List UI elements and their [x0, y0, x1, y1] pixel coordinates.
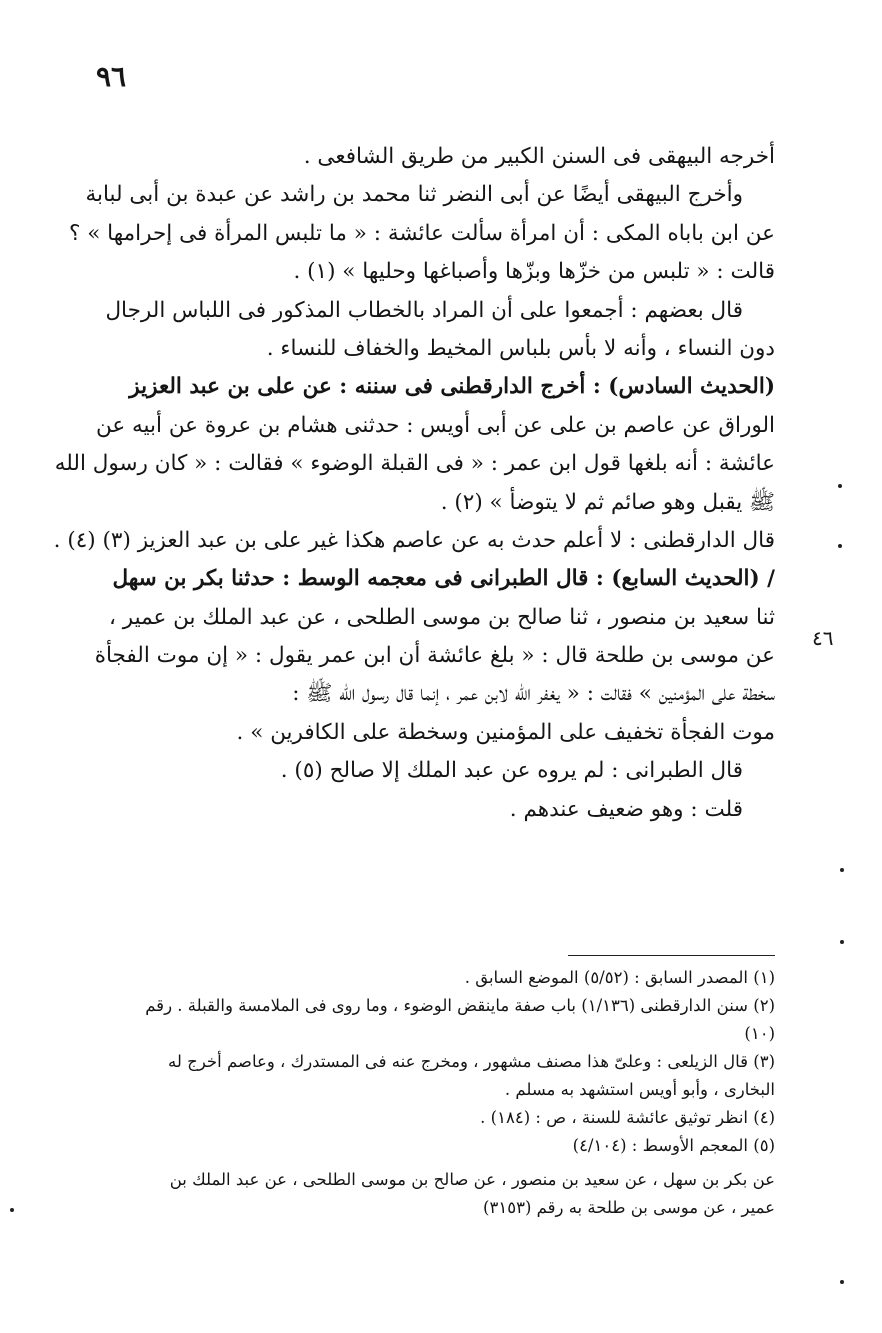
scan-speck: [838, 544, 842, 548]
scan-speck: [840, 1280, 844, 1284]
hadith-heading-line: / (الحديث السابع) : قال الطبرانى فى معجمه الوسط : حدثنا بكر بن سهل: [112, 566, 775, 592]
text-line: ثنا سعيد بن منصور ، ثنا صالح بن موسى الطلحى ، عن عبد الملك بن عمير ،: [108, 604, 775, 630]
footnote-separator: [568, 955, 775, 956]
scan-speck: [10, 1208, 14, 1212]
text-line: قالت : « تلبس من خزّها وبزّها وأصباغها وحليها » (١) .: [293, 259, 775, 285]
text-line: عائشة : أنه بلغها قول ابن عمر : « فى القبلة الوضوء » فقالت : « كان رسول الله: [54, 451, 775, 477]
scan-speck: [838, 484, 842, 488]
footnote-line: (٤) انظر توثيق عائشة للسنة ، ص : (١٨٤) .: [480, 1108, 775, 1127]
margin-page-reference: ٤٦: [812, 626, 834, 650]
text-line: ﷺ يقبل وهو صائم ثم لا يتوضأ » (٢) .: [440, 489, 775, 515]
text-line: عن ابن باباه المكى : أن امرأة سألت عائشة : « ما تلبس المرأة فى إحرامها » ؟: [68, 220, 775, 246]
footnote-line: البخارى ، وأبو أويس استشهد به مسلم .: [504, 1080, 775, 1099]
scan-speck: [840, 940, 844, 944]
text-line: الوراق عن عاصم بن على عن أبى أويس : حدثنى هشام بن عروة عن أبيه عن: [95, 412, 775, 438]
text-line: أخرجه البيهقى فى السنن الكبير من طريق الشافعى .: [303, 144, 775, 169]
text-line: قال بعضهم : أجمعوا على أن المراد بالخطاب المذكور فى اللباس الرجال: [105, 297, 743, 323]
footnote-line: (١) المصدر السابق : (٥/٥٢) الموضع السابق .: [464, 968, 775, 987]
footnote-line: (١٠): [744, 1024, 775, 1043]
text-line: دون النساء ، وأنه لا بأس بلباس المخيط والخفاف للنساء .: [266, 335, 775, 361]
text-line: عن موسى بن طلحة قال : « بلغ عائشة أن ابن عمر يقول : « إن موت الفجأة: [94, 643, 775, 669]
footnote-line: عن بكر بن سهل ، عن سعيد بن منصور ، عن صالح بن موسى الطلحى ، عن عبد الملك بن: [169, 1170, 775, 1189]
footnotes: [80, 964, 775, 1222]
main-text: [53, 138, 775, 829]
footnote-line: (٥) المعجم الأوسط : (٤/١٠٤): [572, 1136, 775, 1155]
footnote-line: (٢) سنن الدارقطنى (١/١٣٦) باب صفة ماينقض الوضوء ، وما روى فى الملامسة والقبلة . رقم: [145, 996, 775, 1015]
text-line: وأخرج البيهقى أيضًا عن أبى النضر ثنا محمد بن راشد عن عبدة بن أبى لبابة: [85, 182, 743, 208]
footnote-line: عمير ، عن موسى بن طلحة به رقم (٣١٥٣): [483, 1198, 775, 1217]
text-line: قال الدارقطنى : لا أعلم حدث به عن عاصم هكذا غير على بن عبد العزيز (٣) (٤) .: [53, 527, 775, 553]
text-line: قلت : وهو ضعيف عندهم .: [509, 796, 743, 822]
text-line: سخطة على المؤمنين » فقالت : « يغفر الله لابن عمر ، إنما قال رسول الله ﷺ :: [292, 681, 775, 707]
page-number: ٩٦: [96, 60, 127, 93]
footnote-line: (٣) قال الزيلعى : وعلىّ هذا مصنف مشهور ، ومخرج عنه فى المستدرك ، وعاصم أخرج له: [168, 1052, 775, 1071]
hadith-heading-line: (الحديث السادس) : أخرج الدارقطنى فى سننه : عن على بن عبد العزيز: [129, 374, 775, 400]
scan-speck: [840, 868, 844, 872]
text-line: قال الطبرانى : لم يروه عن عبد الملك إلا صالح (٥) .: [280, 758, 743, 784]
text-line: موت الفجأة تخفيف على المؤمنين وسخطة على الكافرين » .: [236, 719, 775, 745]
